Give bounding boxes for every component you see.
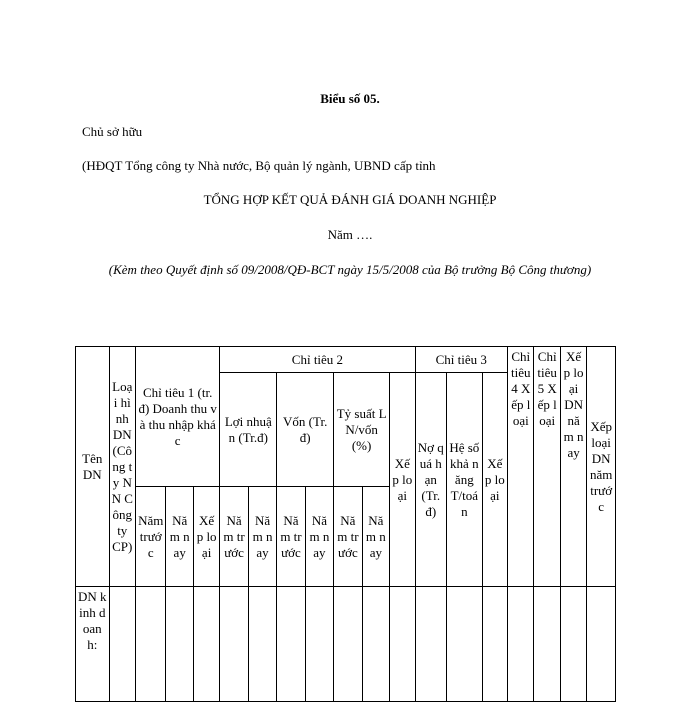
table-cell: [305, 587, 333, 702]
col-header-profit-this-year: Năm nay: [248, 487, 276, 587]
table-cell: [220, 587, 248, 702]
col-header-company-type: Loại hình DN (Công ty NN Công ty CP): [109, 347, 135, 587]
table-cell: [534, 587, 560, 702]
col-header-rank-last-year: Xếp loại DN năm trước: [587, 347, 616, 587]
table-cell: [415, 587, 447, 702]
col-header-c2-rank: Xếp loại: [390, 373, 415, 587]
form-number: Biểu số 05.: [320, 91, 380, 106]
col-header-company-name: Tên DN: [76, 347, 110, 587]
col-header-capital-this-year: Năm nay: [305, 487, 333, 587]
col-header-liquidity: Hệ số khả năng T/toán: [447, 373, 483, 587]
col-header-criterion-3: Chỉ tiêu 3: [415, 347, 508, 373]
table-cell: [560, 587, 586, 702]
col-header-c1-this-year: Năm nay: [166, 487, 193, 587]
table-cell: [362, 587, 389, 702]
decision-reference: [0, 261, 700, 278]
col-header-roi-this-year: Năm nay: [362, 487, 389, 587]
document-title: TỔNG HỢP KẾT QUẢ ĐÁNH GIÁ DOANH NGHIỆP: [203, 192, 497, 207]
table-cell: [447, 587, 483, 702]
col-header-capital-last-year: Năm trước: [277, 487, 305, 587]
table-cell: [587, 587, 616, 702]
col-header-c1-rank: Xếp loại: [193, 487, 219, 587]
summary-table: [75, 346, 616, 702]
col-header-capital: Vốn (Tr.đ): [277, 373, 334, 487]
col-header-roi-last-year: Năm trước: [334, 487, 362, 587]
row-label-business: DN kinh doanh:: [76, 587, 110, 702]
col-header-c1-last-year: Năm trước: [135, 487, 166, 587]
col-header-criterion-2: Chỉ tiêu 2: [220, 347, 415, 373]
col-header-profit: Lợi nhuận (Tr.đ): [220, 373, 277, 487]
table-cell: [277, 587, 305, 702]
table-cell: [248, 587, 276, 702]
col-header-criterion-5: Chỉ tiêu 5 Xếp loại: [534, 347, 560, 587]
col-header-criterion-4: Chỉ tiêu 4 Xếp loại: [508, 347, 534, 587]
col-header-roi: Tỷ suất LN/vốn (%): [334, 373, 390, 487]
table-cell: [135, 587, 166, 702]
year-line: Năm ….: [327, 227, 373, 242]
table-cell: [166, 587, 193, 702]
table-cell: [508, 587, 534, 702]
decision-reference-text: (Kèm theo Quyết định số 09/2008/QĐ-BCT ngày 15/5/2008 của Bộ trưởng Bộ Công thương): [108, 262, 592, 277]
table-cell: [193, 587, 219, 702]
table-cell: [109, 587, 135, 702]
owner-detail: (HĐQT Tổng công ty Nhà nước, Bộ quản lý ngành, UBND cấp tỉnh: [82, 158, 436, 173]
table-cell: [390, 587, 415, 702]
col-header-overdue-debt: Nợ quá hạn (Tr.đ): [415, 373, 447, 587]
col-header-criterion-1: Chỉ tiêu 1 (tr.đ) Doanh thu và thu nhập khác: [135, 347, 219, 487]
col-header-c3-rank: Xếp loại: [482, 373, 507, 587]
table-cell: [334, 587, 362, 702]
owner-label: Chủ sở hữu: [82, 124, 143, 139]
col-header-rank-this-year: Xếp loại DN năm nay: [560, 347, 586, 587]
col-header-profit-last-year: Năm trước: [220, 487, 248, 587]
table-cell: [482, 587, 507, 702]
